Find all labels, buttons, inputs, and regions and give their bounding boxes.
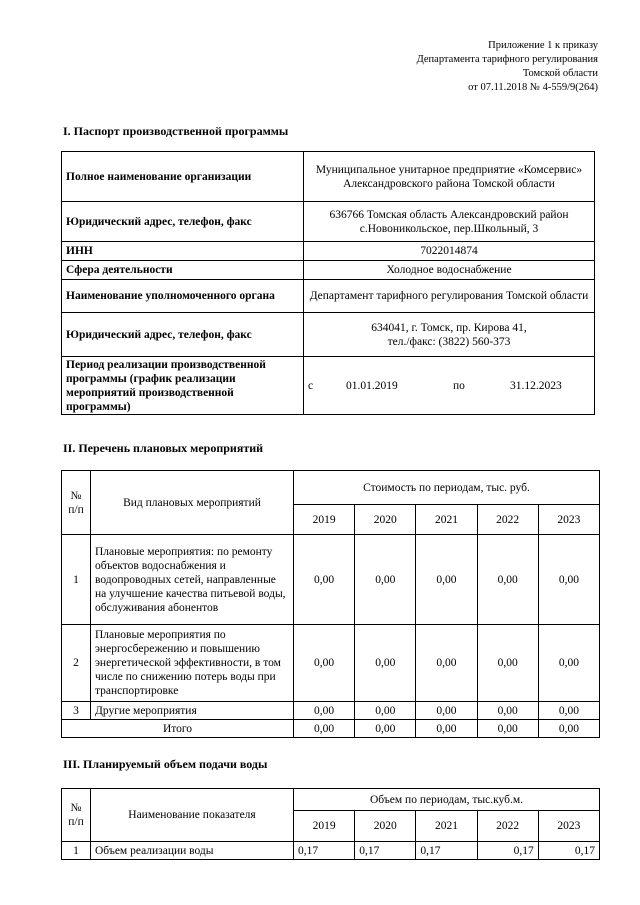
table-row <box>62 625 600 702</box>
col-number: № п/п <box>62 789 91 842</box>
value-cell: 0,00 <box>355 625 416 702</box>
table-row <box>62 261 595 280</box>
year-cell: 2020 <box>355 505 416 535</box>
row-value: 636766 Томская область Александровский район с.Новоникольское, пер.Школьный, 3 <box>304 202 595 242</box>
value-cell: 0,17 <box>477 842 538 860</box>
col-number: № п/п <box>62 471 91 535</box>
period-to-date: 31.12.2023 <box>510 379 562 392</box>
value-cell: 0,00 <box>294 625 355 702</box>
period <box>308 379 590 393</box>
year-cell: 2022 <box>477 505 538 535</box>
plan-table <box>61 470 600 738</box>
year-cell: 2020 <box>355 811 416 842</box>
section-title: II. Перечень плановых мероприятий <box>63 441 264 455</box>
table-row <box>62 535 600 625</box>
row-value: Холодное водоснабжение <box>304 261 595 280</box>
table-total-row <box>62 720 600 738</box>
value-cell: 0,00 <box>416 625 477 702</box>
period-from-date: 01.01.2019 <box>346 379 398 392</box>
row-name: Объем реализации воды <box>91 842 294 860</box>
value-cell: 0,00 <box>294 720 355 738</box>
row-number: 1 <box>62 535 91 625</box>
header-line: Томской области <box>522 68 598 79</box>
document-header <box>417 39 598 95</box>
address-line: 634041, г. Томск, пр. Кирова 41, <box>371 321 527 334</box>
value-cell: 0,00 <box>355 535 416 625</box>
value-cell: 0,00 <box>294 702 355 720</box>
value-cell: 0,00 <box>416 720 477 738</box>
table-row <box>62 152 595 202</box>
col-name: Вид плановых мероприятий <box>91 471 294 535</box>
row-label: ИНН <box>62 242 304 261</box>
passport-table <box>61 151 595 415</box>
table-row <box>62 702 600 720</box>
table-row <box>62 313 595 357</box>
col-volume: Объем по периодам, тыс.куб.м. <box>294 789 600 811</box>
row-name: Плановые мероприятия: по ремонту объектов водоснабжения и водопроводных сетей, направленные на улучшение качества питьевой воды, обслуживания абонентов <box>91 535 294 625</box>
header-line: Департамента тарифного регулирования <box>416 54 598 65</box>
table-header-row <box>62 789 600 811</box>
row-value: Муниципальное унитарное предприятие «Комсервис» Александровского района Томской области <box>304 152 595 202</box>
year-cell: 2023 <box>538 505 599 535</box>
row-name: Другие мероприятия <box>91 702 294 720</box>
value-cell: 0,00 <box>416 535 477 625</box>
section-title: III. Планируемый объем подачи воды <box>63 757 268 771</box>
value-cell: 0,00 <box>538 535 599 625</box>
row-value <box>304 357 595 415</box>
value-cell: 0,00 <box>477 702 538 720</box>
value-cell: 0,00 <box>538 702 599 720</box>
header-line: Приложение 1 к приказу <box>488 40 598 51</box>
row-label: Сфера деятельности <box>62 261 304 280</box>
row-number: 2 <box>62 625 91 702</box>
value-cell: 0,17 <box>294 842 355 860</box>
year-cell: 2019 <box>294 505 355 535</box>
value-cell: 0,00 <box>294 535 355 625</box>
value-cell: 0,17 <box>416 842 477 860</box>
table-row <box>62 842 600 860</box>
value-cell: 0,00 <box>477 625 538 702</box>
period-from-word: с <box>308 379 314 392</box>
row-label: Наименование уполномоченного органа <box>62 280 304 313</box>
row-label: Полное наименование организации <box>62 152 304 202</box>
table-row <box>62 280 595 313</box>
header-line: от 07.11.2018 № 4-559/9(264) <box>468 82 598 93</box>
row-label: Юридический адрес, телефон, факс <box>62 313 304 357</box>
value-cell: 0,17 <box>538 842 599 860</box>
row-value: 7022014874 <box>304 242 595 261</box>
table-row <box>62 357 595 415</box>
year-cell: 2021 <box>416 811 477 842</box>
row-name: Плановые мероприятия по энергосбережению и повышению энергетической эффективности, в том числе по снижению потерь воды при транспортировке <box>91 625 294 702</box>
col-cost: Стоимость по периодам, тыс. руб. <box>294 471 600 505</box>
table-row <box>62 202 595 242</box>
year-cell: 2019 <box>294 811 355 842</box>
value-cell: 0,00 <box>538 625 599 702</box>
row-number: 1 <box>62 842 91 860</box>
value-cell: 0,00 <box>355 720 416 738</box>
table-header-row <box>62 471 600 505</box>
row-number: 3 <box>62 702 91 720</box>
value-cell: 0,00 <box>416 702 477 720</box>
value-cell: 0,17 <box>355 842 416 860</box>
col-name: Наименование показателя <box>91 789 294 842</box>
volume-table <box>61 788 600 860</box>
year-cell: 2021 <box>416 505 477 535</box>
period-to-word: по <box>453 379 465 392</box>
total-label: Итого <box>62 720 294 738</box>
row-value <box>304 313 595 357</box>
value-cell: 0,00 <box>477 535 538 625</box>
phone-line: тел./факс: (3822) 560-373 <box>387 335 511 348</box>
section-title: I. Паспорт производственной программы <box>63 124 289 138</box>
row-value: Департамент тарифного регулирования Томской области <box>304 280 595 313</box>
table-row <box>62 242 595 261</box>
value-cell: 0,00 <box>477 720 538 738</box>
year-cell: 2022 <box>477 811 538 842</box>
row-label: Юридический адрес, телефон, факс <box>62 202 304 242</box>
value-cell: 0,00 <box>355 702 416 720</box>
year-cell: 2023 <box>538 811 599 842</box>
row-label: Период реализации производственной программы (график реализации мероприятий производственной программы) <box>62 357 304 415</box>
value-cell: 0,00 <box>538 720 599 738</box>
